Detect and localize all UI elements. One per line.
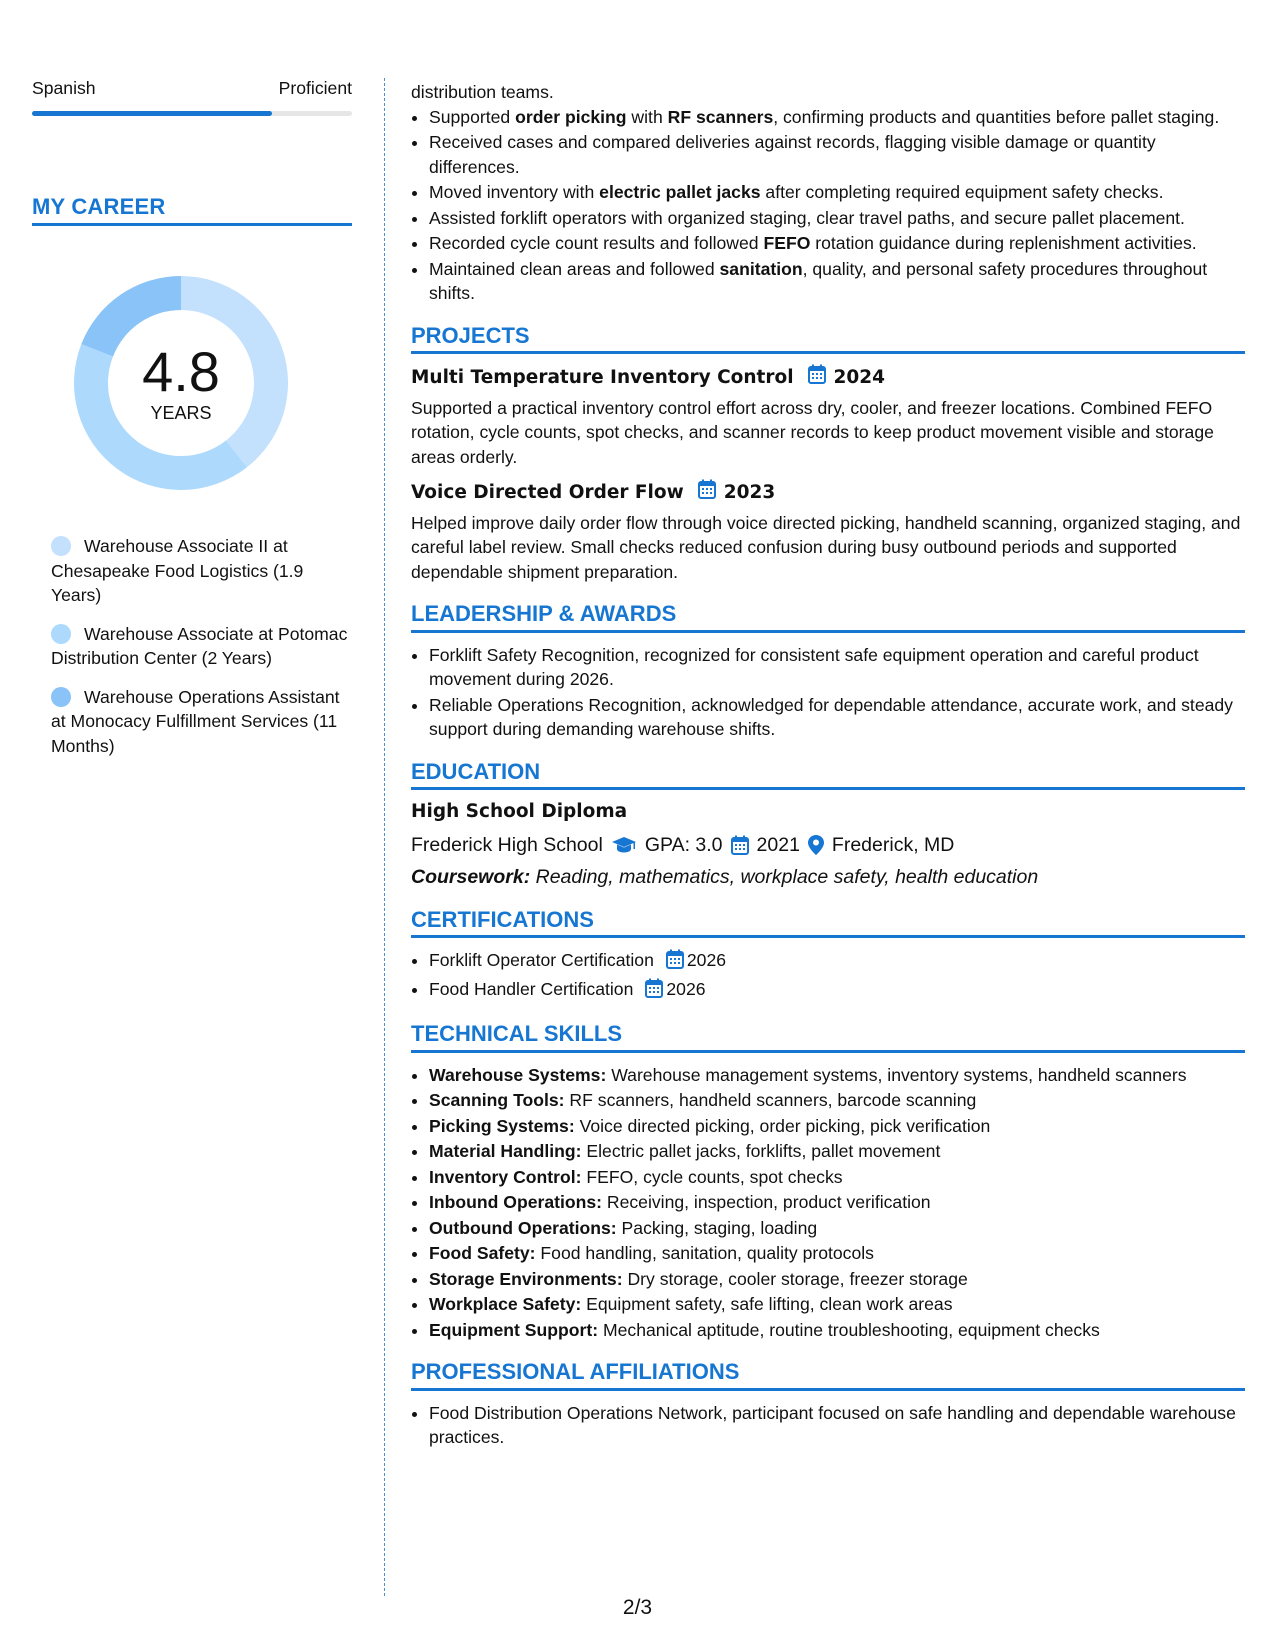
- skill-value: RF scanners, handheld scanners, barcode scanning: [564, 1090, 977, 1110]
- experience-bullet: [429, 180, 1245, 205]
- experience-continued-text: distribution teams.: [411, 82, 554, 102]
- education-heading: EDUCATION: [411, 760, 1245, 791]
- certification-name: Forklift Operator Certification: [429, 950, 654, 970]
- skill-value: Warehouse management systems, inventory systems, handheld scanners: [606, 1064, 1187, 1085]
- leadership-list: [411, 643, 1245, 742]
- skill-label: Warehouse Systems:: [429, 1064, 607, 1085]
- skill-value: Equipment safety, safe lifting, clean work areas: [581, 1294, 953, 1314]
- career-legend-label: Warehouse Associate II at Chesapeake Food Logistics (1.9 Years): [51, 536, 304, 605]
- skill-label: Food Safety:: [429, 1243, 536, 1263]
- projects-heading: PROJECTS: [411, 324, 1245, 355]
- education-gpa: GPA: 3.0: [644, 833, 723, 856]
- skill-value: FEFO, cycle counts, spot checks: [581, 1166, 843, 1187]
- calendar-icon: [731, 835, 749, 855]
- donut-center: [66, 268, 296, 498]
- skill-value: Packing, staging, loading: [616, 1217, 818, 1238]
- education-location: Frederick, MD: [831, 833, 955, 856]
- award-item: • Reliable Operations Recognition, acknowledged for dependable attendance, accurate work, and steady support during demanding warehouse shifts.: [429, 693, 1245, 742]
- career-legend-label: Warehouse Associate at Potomac Distribution Center (2 Years): [51, 623, 348, 668]
- skill-label: Scanning Tools:: [429, 1090, 565, 1110]
- left-column: [32, 78, 352, 772]
- certification-item: [429, 977, 1245, 1005]
- skill-item: [429, 1114, 1245, 1139]
- skill-label: Equipment Support:: [429, 1319, 599, 1340]
- certification-name: Food Handler Certification: [429, 978, 634, 999]
- career-donut-chart: [66, 268, 296, 498]
- calendar-icon: [645, 978, 663, 1005]
- project-description: Helped improve daily order flow through voice directed picking, handheld scanning, organized staging, and careful label review. Small checks reduced confusion during busy outbound periods and supported dependable shipment preparation.: [411, 512, 1241, 582]
- skill-label: Outbound Operations:: [429, 1217, 617, 1238]
- experience-bullet: [429, 105, 1245, 130]
- career-legend-item: [51, 534, 352, 608]
- project-year: 2023: [723, 481, 776, 503]
- career-heading: MY CAREER: [32, 194, 352, 226]
- certification-year: 2026: [686, 950, 727, 970]
- map-pin-icon: [808, 835, 824, 855]
- affiliations-heading: PROFESSIONAL AFFILIATIONS: [411, 1360, 1245, 1391]
- affiliations-list: [411, 1401, 1245, 1450]
- project-title-row: [411, 364, 1245, 392]
- skill-label: Picking Systems:: [429, 1115, 575, 1136]
- career-legend-label: Warehouse Operations Assistant at Monocacy Fulfillment Services (11 Months): [51, 686, 340, 756]
- projects-list: [411, 364, 1245, 584]
- career-legend-item: [51, 622, 352, 671]
- keyword: electric pallet jacks: [599, 182, 761, 202]
- bullet-text: Received cases and compared deliveries against records, flagging visible damage or quantity differences.: [429, 132, 1156, 177]
- legend-dot: [51, 536, 71, 556]
- column-divider: [384, 78, 385, 1596]
- bullet-text: , quality, and personal safety procedures throughout shifts.: [429, 258, 1208, 303]
- skill-value: Mechanical aptitude, routine troubleshooting, equipment checks: [598, 1319, 1100, 1340]
- career-legend-item: [51, 685, 352, 759]
- project-year: 2024: [833, 366, 886, 388]
- experience-bullet: [429, 231, 1245, 256]
- language-row: [32, 78, 352, 99]
- keyword: RF scanners: [667, 106, 774, 127]
- award-item: • Forklift Safety Recognition, recognized for consistent safe equipment operation and careful product movement during 2026.: [429, 643, 1245, 692]
- education-coursework: [411, 865, 1245, 890]
- education-degree: High School Diploma: [411, 801, 628, 822]
- skill-label: Inbound Operations:: [429, 1192, 602, 1212]
- bullet-text: Recorded cycle count results and followed: [429, 233, 764, 253]
- project-description: Supported a practical inventory control effort across dry, cooler, and freezer locations. Combined FEFO rotation, cycle counts, spot checks, and scanner records to keep product movement visible and storage areas orderly.: [411, 397, 1214, 467]
- skill-item: [429, 1088, 1245, 1113]
- skill-label: Workplace Safety:: [429, 1294, 582, 1314]
- skills-heading: TECHNICAL SKILLS: [411, 1022, 1245, 1053]
- certifications-heading: CERTIFICATIONS: [411, 908, 1245, 939]
- bullet-text: Moved inventory with: [429, 182, 600, 202]
- calendar-icon: [808, 364, 826, 392]
- legend-dot: [51, 624, 71, 644]
- skill-item: [429, 1241, 1245, 1266]
- keyword: FEFO: [763, 233, 811, 253]
- education-school: Frederick High School: [411, 833, 603, 856]
- skill-label: Storage Environments:: [429, 1268, 623, 1289]
- graduation-cap-icon: [611, 836, 637, 854]
- skill-item: [429, 1190, 1245, 1215]
- experience-bullet: [429, 257, 1245, 306]
- bullet-text: Assisted forklift operators with organized staging, clear travel paths, and secure pallet placement.: [429, 207, 1185, 228]
- legend-dot: [51, 687, 71, 707]
- calendar-icon: [698, 479, 716, 507]
- project-title-row: [411, 479, 1245, 507]
- language-name: Spanish: [32, 78, 96, 98]
- coursework-text: Reading, mathematics, workplace safety, health education: [530, 866, 1039, 888]
- keyword: sanitation: [719, 258, 803, 279]
- language-proficiency-fill: [32, 111, 272, 116]
- language-level: Proficient: [278, 78, 352, 98]
- skill-item: [429, 1165, 1245, 1190]
- experience-bullet: [429, 130, 1245, 179]
- project-title: Multi Temperature Inventory Control: [411, 366, 794, 388]
- education-year: 2021: [756, 833, 800, 856]
- experience-bullet: [429, 206, 1245, 231]
- bullet-text: Maintained clean areas and followed: [429, 258, 720, 279]
- affiliation-item: • Food Distribution Operations Network, participant focused on safe handling and dependable warehouse practices.: [429, 1401, 1245, 1450]
- bullet-text: rotation guidance during replenishment activities.: [810, 233, 1197, 253]
- page-number: 2/3: [622, 1596, 653, 1619]
- language-proficiency-bar: [32, 111, 352, 116]
- certification-year: 2026: [666, 978, 706, 999]
- calendar-icon: [666, 949, 684, 976]
- bullet-text: with: [626, 106, 668, 127]
- project-title: Voice Directed Order Flow: [411, 481, 684, 503]
- skill-value: Food handling, sanitation, quality protocols: [535, 1243, 874, 1263]
- career-total-unit: YEARS: [150, 402, 212, 423]
- skill-item: [429, 1318, 1245, 1343]
- career-legend: [51, 534, 352, 758]
- experience-bullets: [411, 105, 1245, 306]
- right-column: [411, 80, 1245, 1451]
- skill-item: [429, 1292, 1245, 1317]
- skill-value: Dry storage, cooler storage, freezer storage: [622, 1268, 968, 1289]
- skill-value: Receiving, inspection, product verification: [602, 1192, 931, 1212]
- keyword: order picking: [515, 106, 627, 127]
- career-total-value: 4.8: [142, 339, 220, 403]
- coursework-label: Coursework:: [411, 866, 531, 888]
- skill-value: Electric pallet jacks, forklifts, pallet movement: [581, 1141, 941, 1161]
- skill-item: [429, 1216, 1245, 1241]
- skills-list: [411, 1063, 1245, 1343]
- skill-item: [429, 1267, 1245, 1292]
- leadership-heading: LEADERSHIP & AWARDS: [411, 602, 1245, 633]
- bullet-text: after completing required equipment safety checks.: [760, 182, 1164, 202]
- skill-label: Inventory Control:: [429, 1166, 582, 1187]
- certification-item: [429, 948, 1245, 976]
- certifications-list: [411, 948, 1245, 1004]
- skill-item: [429, 1063, 1245, 1088]
- skill-label: Material Handling:: [429, 1141, 582, 1161]
- bullet-text: , confirming products and quantities before pallet staging.: [773, 106, 1220, 127]
- skill-item: [429, 1139, 1245, 1164]
- skill-value: Voice directed picking, order picking, pick verification: [574, 1115, 991, 1136]
- education-meta: [411, 833, 1245, 858]
- bullet-text: Supported: [429, 106, 516, 127]
